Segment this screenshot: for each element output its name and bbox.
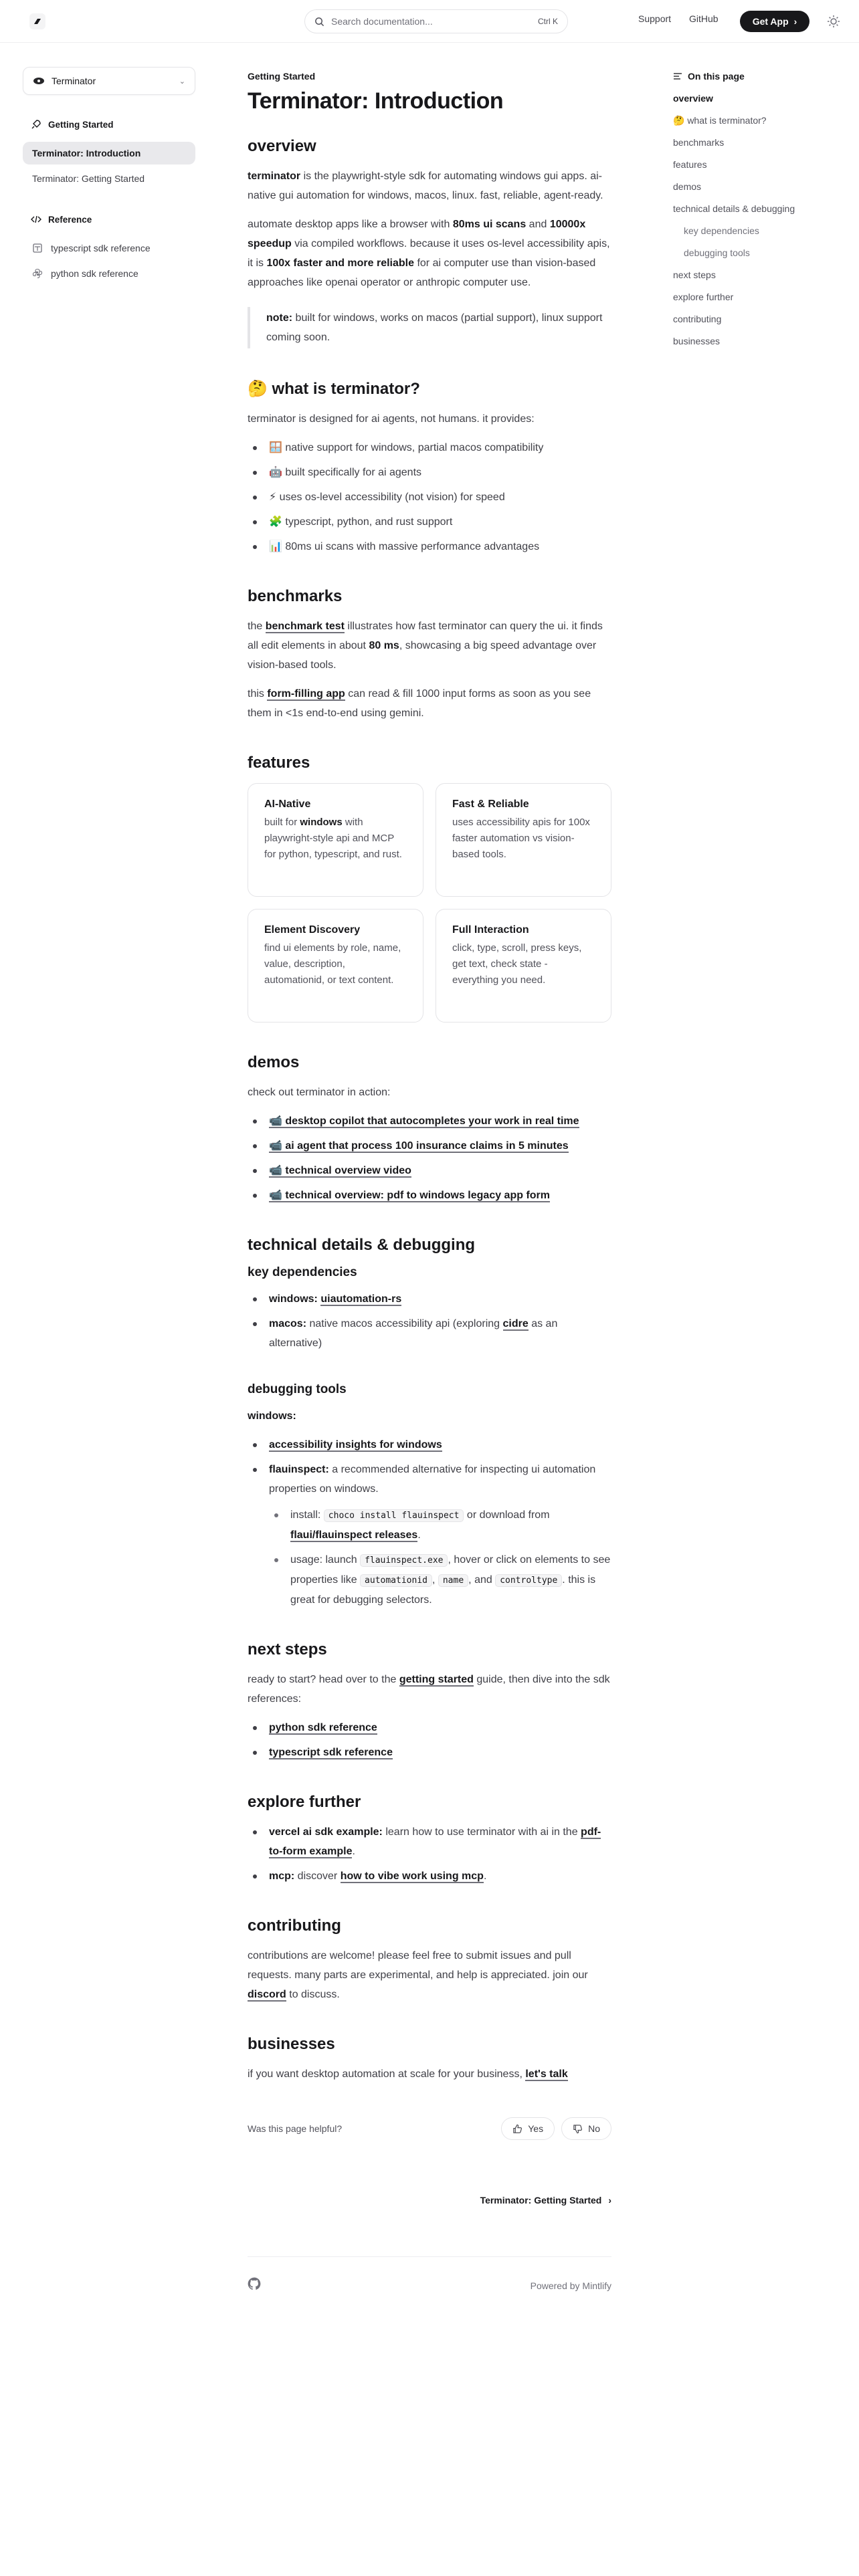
search-shortcut: Ctrl K bbox=[538, 17, 558, 26]
text: contributions are welcome! please feel free to submit issues and pull requests. many parts are experimental, and help is appreciated. join our bbox=[248, 1950, 588, 1981]
feature-card[interactable] bbox=[436, 783, 611, 897]
toc-item-contributing[interactable]: contributing bbox=[673, 314, 722, 324]
next-list bbox=[248, 1718, 611, 1762]
sidebar-group-label: Getting Started bbox=[48, 119, 114, 130]
feature-card-desc: find ui elements by role, name, value, description, automationid, or text content. bbox=[264, 942, 401, 986]
get-app-label: Get App bbox=[752, 16, 789, 27]
bold-text: 80ms ui scans bbox=[452, 219, 527, 230]
contributing-paragraph bbox=[248, 1946, 611, 2004]
toc-item-key-dependencies[interactable]: key dependencies bbox=[684, 225, 759, 236]
feature-card-title: Element Discovery bbox=[264, 924, 361, 936]
demos-list bbox=[248, 1111, 611, 1205]
text: illustrates how fast terminator can query the ui. it finds all edit elements in about bbox=[248, 621, 603, 651]
text: . bbox=[483, 1870, 487, 1882]
list-icon bbox=[673, 72, 682, 81]
table-of-contents bbox=[673, 71, 834, 357]
list-item: 🧩 typescript, python, and rust support bbox=[248, 512, 611, 532]
breadcrumb: Getting Started bbox=[248, 71, 316, 82]
toc-header bbox=[673, 71, 834, 82]
text: . bbox=[352, 1846, 355, 1857]
github-link[interactable]: GitHub bbox=[689, 13, 719, 24]
text: is the playwright-style sdk for automating windows gui apps. ai-native gui automation for windows, macos, linux. fast, reliable, agent-ready. bbox=[248, 171, 603, 201]
text: and bbox=[526, 219, 550, 230]
logo-icon bbox=[32, 16, 43, 27]
text: a recommended alternative for inspecting ui automation properties on windows. bbox=[269, 1464, 596, 1495]
toc-item-benchmarks[interactable]: benchmarks bbox=[673, 137, 725, 148]
uiautomation-rs-link[interactable]: uiautomation-rs bbox=[320, 1293, 402, 1305]
main-content bbox=[248, 71, 611, 2294]
text: , and bbox=[468, 1574, 496, 1586]
toc-item-explore-further[interactable]: explore further bbox=[673, 292, 734, 302]
explore-list bbox=[248, 1822, 611, 1886]
heading-features: features bbox=[248, 754, 310, 772]
product-selector[interactable] bbox=[23, 67, 195, 95]
sidebar-group-label: Reference bbox=[48, 214, 92, 225]
text: usage: launch bbox=[290, 1554, 361, 1566]
feedback-question: Was this page helpful? bbox=[248, 2123, 343, 2134]
toc-item-demos[interactable]: demos bbox=[673, 181, 702, 192]
footer-social bbox=[248, 2277, 531, 2294]
text: ready to start? head over to the bbox=[248, 1674, 399, 1685]
form-filling-app-link[interactable]: form-filling app bbox=[267, 688, 345, 700]
heading-what-is-terminator: 🤔 what is terminator? bbox=[248, 380, 420, 398]
toc-title: On this page bbox=[688, 71, 745, 82]
sidebar-item-python-sdk[interactable] bbox=[23, 262, 195, 285]
overview-paragraph-1 bbox=[248, 167, 611, 205]
demo-link[interactable]: 📹 ai agent that process 100 insurance claims in 5 minutes bbox=[269, 1140, 569, 1152]
feedback-no-label: No bbox=[588, 2123, 600, 2134]
feedback-yes-label: Yes bbox=[528, 2123, 544, 2134]
heading-contributing: contributing bbox=[248, 1917, 341, 1935]
list-item: 🪟 native support for windows, partial macos compatibility bbox=[248, 438, 611, 457]
list-item bbox=[248, 1435, 611, 1455]
list-item bbox=[269, 1505, 611, 1545]
text: . bbox=[417, 1529, 421, 1541]
toc-item-what-is-terminator[interactable]: 🤔 what is terminator? bbox=[673, 115, 767, 126]
list-item bbox=[248, 1743, 611, 1762]
discord-link[interactable]: discord bbox=[248, 1989, 286, 2000]
note-label: note: bbox=[266, 312, 293, 324]
toc-item-overview[interactable]: overview bbox=[673, 93, 713, 104]
inline-code: automationid bbox=[360, 1574, 432, 1587]
bold-text: windows: bbox=[248, 1410, 296, 1422]
chevron-down-icon: ⌄ bbox=[179, 77, 185, 86]
lets-talk-link[interactable]: let's talk bbox=[525, 2068, 568, 2080]
list-item bbox=[269, 1550, 611, 1610]
note-text bbox=[266, 308, 611, 347]
list-item bbox=[248, 1161, 611, 1180]
benchmark-test-link[interactable]: benchmark test bbox=[265, 621, 345, 632]
bold-text: vercel ai sdk example: bbox=[269, 1826, 383, 1838]
cidre-link[interactable]: cidre bbox=[502, 1318, 529, 1329]
feature-card[interactable] bbox=[248, 909, 423, 1023]
inline-code: controltype bbox=[495, 1574, 562, 1587]
list-item bbox=[248, 1718, 611, 1737]
text: this bbox=[248, 688, 268, 700]
text: can read & fill 1000 input forms as soon as you see them in <1s end-to-end using gemini. bbox=[248, 688, 591, 719]
chevron-right-icon: › bbox=[793, 16, 797, 27]
toc-item-technical-details[interactable]: technical details & debugging bbox=[673, 203, 795, 214]
text: to discuss. bbox=[286, 1989, 340, 2000]
feature-card-title: AI-Native bbox=[264, 798, 311, 810]
list-item: ⚡ uses os-level accessibility (not vision) for speed bbox=[248, 488, 611, 507]
feedback-no-button[interactable] bbox=[561, 2117, 611, 2140]
list-item bbox=[248, 1111, 611, 1131]
rocket-icon bbox=[31, 119, 41, 130]
next-paragraph bbox=[248, 1670, 611, 1709]
python-sdk-link[interactable]: python sdk reference bbox=[269, 1722, 377, 1733]
text: if you want desktop automation at scale for your business, bbox=[248, 2068, 526, 2080]
list-item: 📊 80ms ui scans with massive performance advantages bbox=[248, 537, 611, 556]
text: or download from bbox=[464, 1509, 550, 1521]
search-placeholder: Search documentation... bbox=[331, 16, 433, 27]
what-intro: terminator is designed for ai agents, not humans. it provides: bbox=[248, 413, 535, 425]
search-input[interactable] bbox=[304, 9, 568, 33]
search-icon bbox=[314, 17, 324, 27]
heading-key-dependencies: key dependencies bbox=[248, 1265, 357, 1279]
text: via compiled workflows. because it uses os-level accessibility apis, it is bbox=[248, 238, 610, 269]
thumbs-up-icon bbox=[512, 2124, 522, 2134]
feature-card-desc bbox=[264, 815, 407, 863]
flauinspect-sublist bbox=[269, 1505, 611, 1610]
demo-link[interactable]: 📹 technical overview video bbox=[269, 1165, 411, 1176]
feature-card-desc: uses accessibility apis for 100x faster automation vs vision-based tools. bbox=[452, 817, 590, 860]
sidebar-item-getting-started[interactable] bbox=[23, 167, 195, 190]
list-item bbox=[248, 1460, 611, 1610]
text: the bbox=[248, 621, 266, 632]
list-item bbox=[248, 1289, 611, 1309]
product-name: Terminator bbox=[52, 76, 96, 86]
heading-benchmarks: benchmarks bbox=[248, 587, 343, 605]
inline-code: choco install flauinspect bbox=[324, 1509, 464, 1522]
feature-card-title: Fast & Reliable bbox=[452, 798, 529, 810]
page-title: Terminator: Introduction bbox=[248, 88, 504, 114]
overview-paragraph-2 bbox=[248, 215, 611, 292]
github-icon[interactable] bbox=[248, 2277, 261, 2290]
debugging-list bbox=[248, 1435, 611, 1610]
python-icon bbox=[32, 268, 43, 279]
pdf-to-form-link[interactable]: pdf-to-form example bbox=[269, 1826, 601, 1857]
feedback-bar bbox=[248, 2117, 611, 2140]
toc-item-features[interactable]: features bbox=[673, 159, 707, 170]
text: for ai computer use than vision-based approaches like openai operator or anthropic computer use. bbox=[248, 257, 596, 288]
typescript-icon bbox=[32, 243, 43, 253]
heading-debugging-tools: debugging tools bbox=[248, 1382, 347, 1396]
heading-businesses: businesses bbox=[248, 2035, 335, 2053]
chevron-right-icon: › bbox=[608, 2195, 611, 2206]
heading-demos: demos bbox=[248, 1053, 300, 1071]
support-link[interactable]: Support bbox=[638, 13, 672, 24]
sidebar-item-typescript-sdk[interactable] bbox=[23, 237, 195, 259]
bold-text: 10000x speedup bbox=[248, 219, 586, 249]
powered-by-link[interactable]: Powered by Mintlify bbox=[530, 2280, 611, 2291]
get-app-button[interactable] bbox=[740, 11, 809, 32]
bold-text: windows bbox=[300, 817, 343, 828]
feature-card[interactable] bbox=[436, 909, 611, 1023]
businesses-paragraph bbox=[248, 2064, 611, 2084]
demos-intro: check out terminator in action: bbox=[248, 1087, 391, 1098]
list-item bbox=[248, 1136, 611, 1156]
text: discover bbox=[294, 1870, 341, 1882]
sidebar-item-label: typescript sdk reference bbox=[51, 243, 151, 253]
typescript-sdk-link[interactable]: typescript sdk reference bbox=[269, 1747, 393, 1758]
sun-icon[interactable] bbox=[827, 15, 840, 28]
dependencies-list bbox=[248, 1289, 611, 1353]
accessibility-insights-link[interactable]: accessibility insights for windows bbox=[269, 1439, 442, 1451]
list-item bbox=[248, 1186, 611, 1205]
debugging-windows-label bbox=[248, 1406, 611, 1426]
toc-item-debugging-tools[interactable]: debugging tools bbox=[684, 247, 750, 258]
heading-technical-details: technical details & debugging bbox=[248, 1236, 476, 1254]
text: built for windows, works on macos (partial support), linux support coming soon. bbox=[266, 312, 603, 343]
sidebar-item-introduction[interactable] bbox=[23, 142, 195, 165]
text: automate desktop apps like a browser with bbox=[248, 219, 453, 230]
code-icon bbox=[31, 214, 41, 225]
toc-item-next-steps[interactable]: next steps bbox=[673, 270, 716, 280]
list-item: 🤖 built specifically for ai agents bbox=[248, 463, 611, 482]
bold-text: mcp: bbox=[269, 1870, 295, 1882]
next-page-link[interactable] bbox=[248, 2195, 611, 2206]
bench-paragraph-1 bbox=[248, 617, 611, 675]
flauinspect-releases-link[interactable]: flaui/flauinspect releases bbox=[290, 1529, 418, 1541]
text: built for bbox=[264, 817, 300, 828]
bold-text: flauinspect: bbox=[269, 1464, 329, 1475]
feature-card-desc: click, type, scroll, press keys, get text, check state - everything you need. bbox=[452, 942, 582, 986]
thumbs-down-icon bbox=[573, 2124, 583, 2134]
heading-explore-further: explore further bbox=[248, 1793, 361, 1811]
list-item bbox=[248, 1866, 611, 1886]
list-item bbox=[248, 1314, 611, 1353]
bold-text: 80 ms bbox=[369, 640, 399, 651]
site-logo[interactable] bbox=[29, 13, 45, 29]
getting-started-link[interactable]: getting started bbox=[399, 1674, 474, 1685]
next-page-label: Terminator: Getting Started bbox=[480, 2195, 602, 2206]
text: , bbox=[432, 1574, 438, 1586]
sidebar-group-reference bbox=[31, 214, 92, 225]
sidebar-item-label: python sdk reference bbox=[51, 268, 138, 279]
note-callout bbox=[248, 307, 611, 348]
footer bbox=[248, 2256, 611, 2294]
sidebar-item-label: Terminator: Introduction bbox=[32, 148, 141, 158]
bold-text: terminator bbox=[248, 171, 301, 182]
text: install: bbox=[290, 1509, 324, 1521]
sidebar-group-getting-started bbox=[31, 119, 114, 130]
text: with playwright-style api and MCP for python, typescript, and rust. bbox=[264, 817, 402, 860]
toc-item-businesses[interactable]: businesses bbox=[673, 336, 721, 346]
bold-text: macos: bbox=[269, 1318, 307, 1329]
feature-card-title: Full Interaction bbox=[452, 924, 529, 936]
text: as an alternative) bbox=[269, 1318, 558, 1349]
vibe-work-mcp-link[interactable]: how to vibe work using mcp bbox=[340, 1870, 484, 1882]
text: guide, then dive into the sdk references: bbox=[248, 1674, 610, 1705]
inline-code: flauinspect.exe bbox=[360, 1554, 448, 1567]
bold-text: 100x faster and more reliable bbox=[266, 257, 415, 269]
feature-cards bbox=[248, 783, 611, 1023]
bench-paragraph-2 bbox=[248, 684, 611, 723]
inline-code: name bbox=[438, 1574, 468, 1587]
top-header bbox=[0, 0, 859, 43]
text: learn how to use terminator with ai in the bbox=[382, 1826, 581, 1838]
text: , hover or click on elements to see properties like bbox=[290, 1554, 611, 1586]
bold-text: windows: bbox=[269, 1293, 318, 1305]
heading-next-steps: next steps bbox=[248, 1640, 327, 1658]
feature-card[interactable] bbox=[248, 783, 423, 897]
demo-link[interactable]: 📹 technical overview: pdf to windows legacy app form bbox=[269, 1190, 550, 1201]
text: . this is great for debugging selectors. bbox=[290, 1574, 596, 1606]
sidebar-item-label: Terminator: Getting Started bbox=[32, 173, 145, 184]
what-list bbox=[248, 438, 611, 556]
demo-link[interactable]: 📹 desktop copilot that autocompletes your work in real time bbox=[269, 1115, 579, 1127]
text: native macos accessibility api (exploring bbox=[306, 1318, 503, 1329]
text: , showcasing a big speed advantage over vision-based tools. bbox=[248, 640, 597, 671]
feedback-yes-button[interactable] bbox=[501, 2117, 555, 2140]
terminator-icon bbox=[33, 75, 45, 87]
heading-overview: overview bbox=[248, 137, 316, 155]
list-item bbox=[248, 1822, 611, 1861]
